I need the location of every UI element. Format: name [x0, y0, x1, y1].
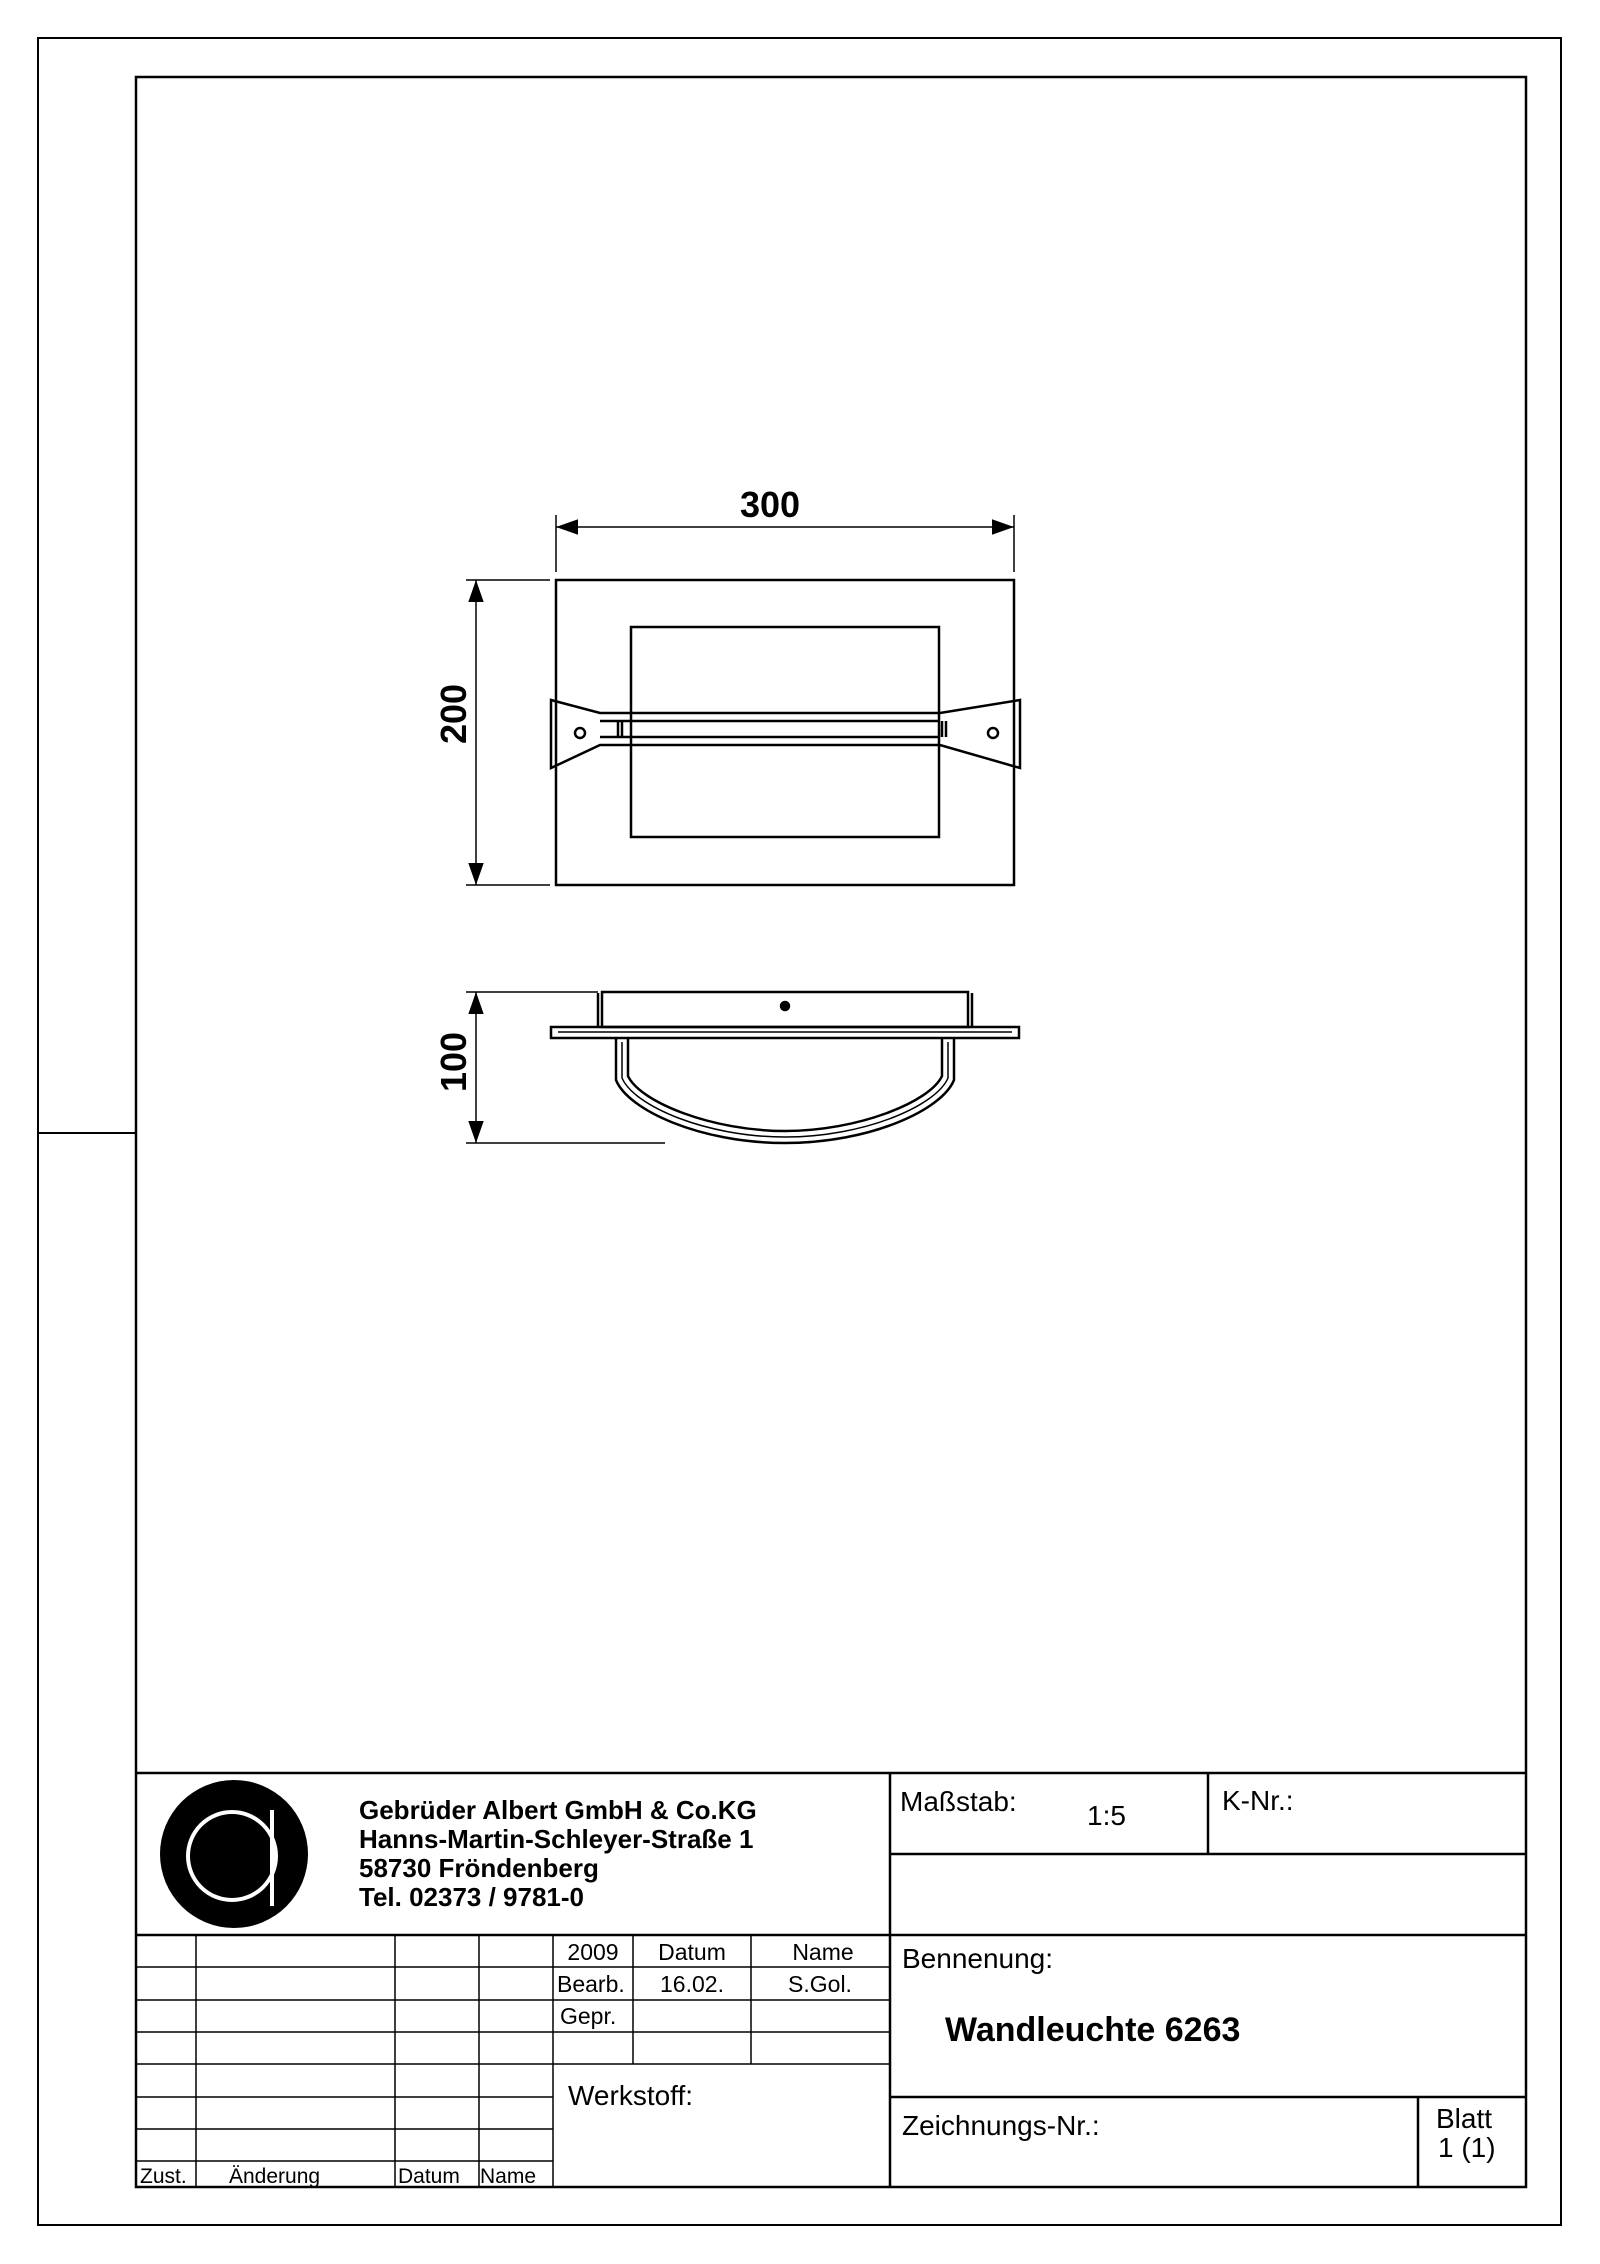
front-view-screw-right: [988, 728, 998, 738]
front-view-lamp-glass: [631, 627, 939, 837]
revision-grid: [136, 1935, 890, 2187]
name-header: Name: [792, 1939, 854, 1965]
company-phone: Tel. 02373 / 9781-0: [359, 1882, 585, 1912]
revision-zust-label: Zust.: [140, 2165, 187, 2188]
drawing-title: Wandleuchte 6263: [945, 2011, 1241, 2049]
dimension-depth-label: 100: [433, 1031, 474, 1093]
scale-label: Maßstab:: [900, 1786, 1017, 1817]
scale-value: 1:5: [1087, 1800, 1126, 1831]
revision-name-label: Name: [480, 2165, 537, 2188]
dimension-height: [433, 580, 550, 885]
revision-change-label: Änderung: [229, 2165, 321, 2188]
company-logo-a-icon: [160, 1780, 308, 1928]
sheet-value: 1 (1): [1438, 2132, 1496, 2163]
side-view: [551, 992, 1019, 1143]
dimension-width: [556, 484, 1014, 572]
bearb-name: S.Gol.: [788, 1971, 852, 1997]
werkstoff-label: Werkstoff:: [568, 2080, 694, 2111]
bearb-date: 16.02.: [660, 1971, 724, 1997]
company-street: Hanns-Martin-Schleyer-Straße 1: [359, 1824, 754, 1854]
dimension-depth: [433, 992, 665, 1143]
company-name: Gebrüder Albert GmbH & Co.KG: [359, 1795, 757, 1825]
revision-date-label: Datum: [398, 2165, 460, 2188]
dimension-width-label: 300: [739, 484, 801, 525]
side-view-bracket-outer: [616, 1038, 954, 1143]
bearb-label: Bearb.: [557, 1971, 625, 1997]
bennenung-label: Bennenung:: [902, 1943, 1054, 1974]
sheet-label: Blatt: [1436, 2103, 1493, 2134]
front-view: [551, 580, 1020, 885]
company-city: 58730 Fröndenberg: [359, 1853, 599, 1883]
drawing-frame: [136, 77, 1526, 2187]
side-view-screw: [781, 1002, 789, 1010]
front-view-screw-left: [575, 728, 585, 738]
date-header: Datum: [658, 1939, 726, 1965]
k-nr-label: K-Nr.:: [1222, 1785, 1294, 1816]
drawing-number-label: Zeichnungs-Nr.:: [902, 2110, 1100, 2141]
year-label: 2009: [567, 1939, 619, 1965]
gepr-label: Gepr.: [560, 2003, 617, 2029]
dimension-height-label: 200: [433, 683, 474, 745]
